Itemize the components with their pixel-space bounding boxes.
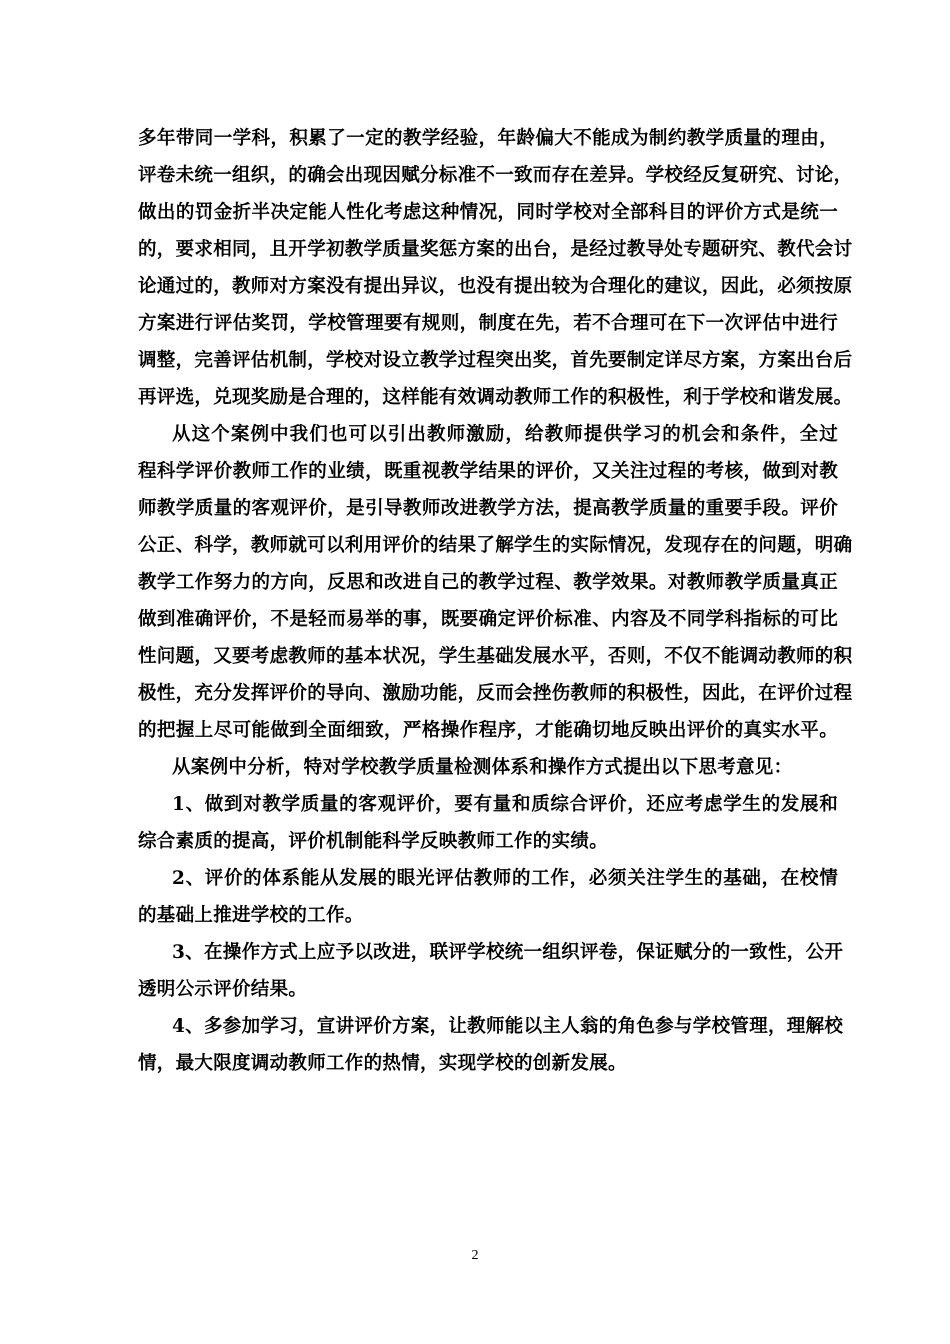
- body-line-7: 调整，完善评估机制，学校对设立教学过程突出奖，首先要制定详尽方案，方案出台后: [138, 350, 853, 371]
- point-4-line-1: 4、多参加学习，宣讲评价方案，让教师能以主人翁的角色参与学校管理，理解校: [172, 1016, 844, 1037]
- analysis-intro: 从案例中分析，特对学校教学质量检测体系和操作方式提出以下思考意见：: [172, 757, 793, 778]
- point-2-line-1: 2、评价的体系能从发展的眼光评估教师的工作，必须关注学生的基础，在校情: [172, 868, 838, 889]
- paragraph-2-line-2: 程科学评价教师工作的业绩，既重视教学结果的评价，又关注过程的考核，做到对教: [138, 461, 838, 482]
- body-line-4: 的，要求相同，且开学初教学质量奖惩方案的出台，是经过教导处专题研究、教代会讨: [138, 239, 853, 260]
- body-line-8: 再评选，兑现奖励是合理的，这样能有效调动教师工作的积极性，利于学校和谐发展。: [138, 387, 853, 408]
- point-1-line-1: 1、做到对教学质量的客观评价，要有量和质综合评价，还应考虑学生的发展和: [172, 794, 838, 815]
- body-line-5: 论通过的，教师对方案没有提出异议，也没有提出较为合理化的建议，因此，必须按原: [138, 276, 853, 297]
- body-line-3: 做出的罚金折半决定能人性化考虑这种情况，同时学校对全部科目的评价方式是统一: [138, 202, 838, 223]
- point-1-line-2: 综合素质的提高，评价机制能科学反映教师工作的实绩。: [138, 831, 609, 852]
- paragraph-2-line-9: 的把握上尽可能做到全面细致，严格操作程序，才能确切地反映出评价的真实水平。: [138, 720, 838, 741]
- point-3-line-2: 透明公示评价结果。: [138, 979, 308, 1000]
- paragraph-2-line-7: 性问题，又要考虑教师的基本状况，学生基础发展水平，否则，不仅不能调动教师的积: [138, 646, 853, 667]
- paragraph-2-line-6: 做到准确评价，不是轻而易举的事，既要确定评价标准、内容及不同学科指标的可比: [138, 609, 838, 630]
- page-number: 2: [471, 1248, 479, 1263]
- paragraph-2-line-5: 教学工作努力的方向，反思和改进自己的教学过程、教学效果。对教师教学质量真正: [138, 572, 838, 593]
- body-line-6: 方案进行评估奖罚，学校管理要有规则，制度在先，若不合理可在下一次评估中进行: [138, 313, 838, 334]
- point-3-line-1: 3、在操作方式上应予以改进，联评学校统一组织评卷，保证赋分的一致性，公开: [172, 942, 844, 963]
- point-2-line-2: 的基础上推进学校的工作。: [138, 905, 364, 926]
- body-line-1: 多年带同一学科，积累了一定的教学经验，年龄偏大不能成为制约教学质量的理由，: [138, 128, 838, 149]
- paragraph-2-line-3: 师教学质量的客观评价，是引导教师改进教学方法，提高教学质量的重要手段。评价: [138, 498, 838, 519]
- point-4-line-2: 情，最大限度调动教师工作的热情，实现学校的创新发展。: [138, 1053, 627, 1074]
- paragraph-2-line-1: 从这个案例中我们也可以引出教师激励，给教师提供学习的机会和条件，全过: [172, 424, 838, 445]
- body-line-2: 评卷未统一组织，的确会出现因赋分标准不一致而存在差异。学校经反复研究、讨论，: [138, 165, 853, 186]
- paragraph-2-line-4: 公正、科学，教师就可以利用评价的结果了解学生的实际情况，发现存在的问题，明确: [138, 535, 853, 556]
- paragraph-2-line-8: 极性，充分发挥评价的导向、激励功能，反而会挫伤教师的积极性，因此，在评价过程: [138, 683, 853, 704]
